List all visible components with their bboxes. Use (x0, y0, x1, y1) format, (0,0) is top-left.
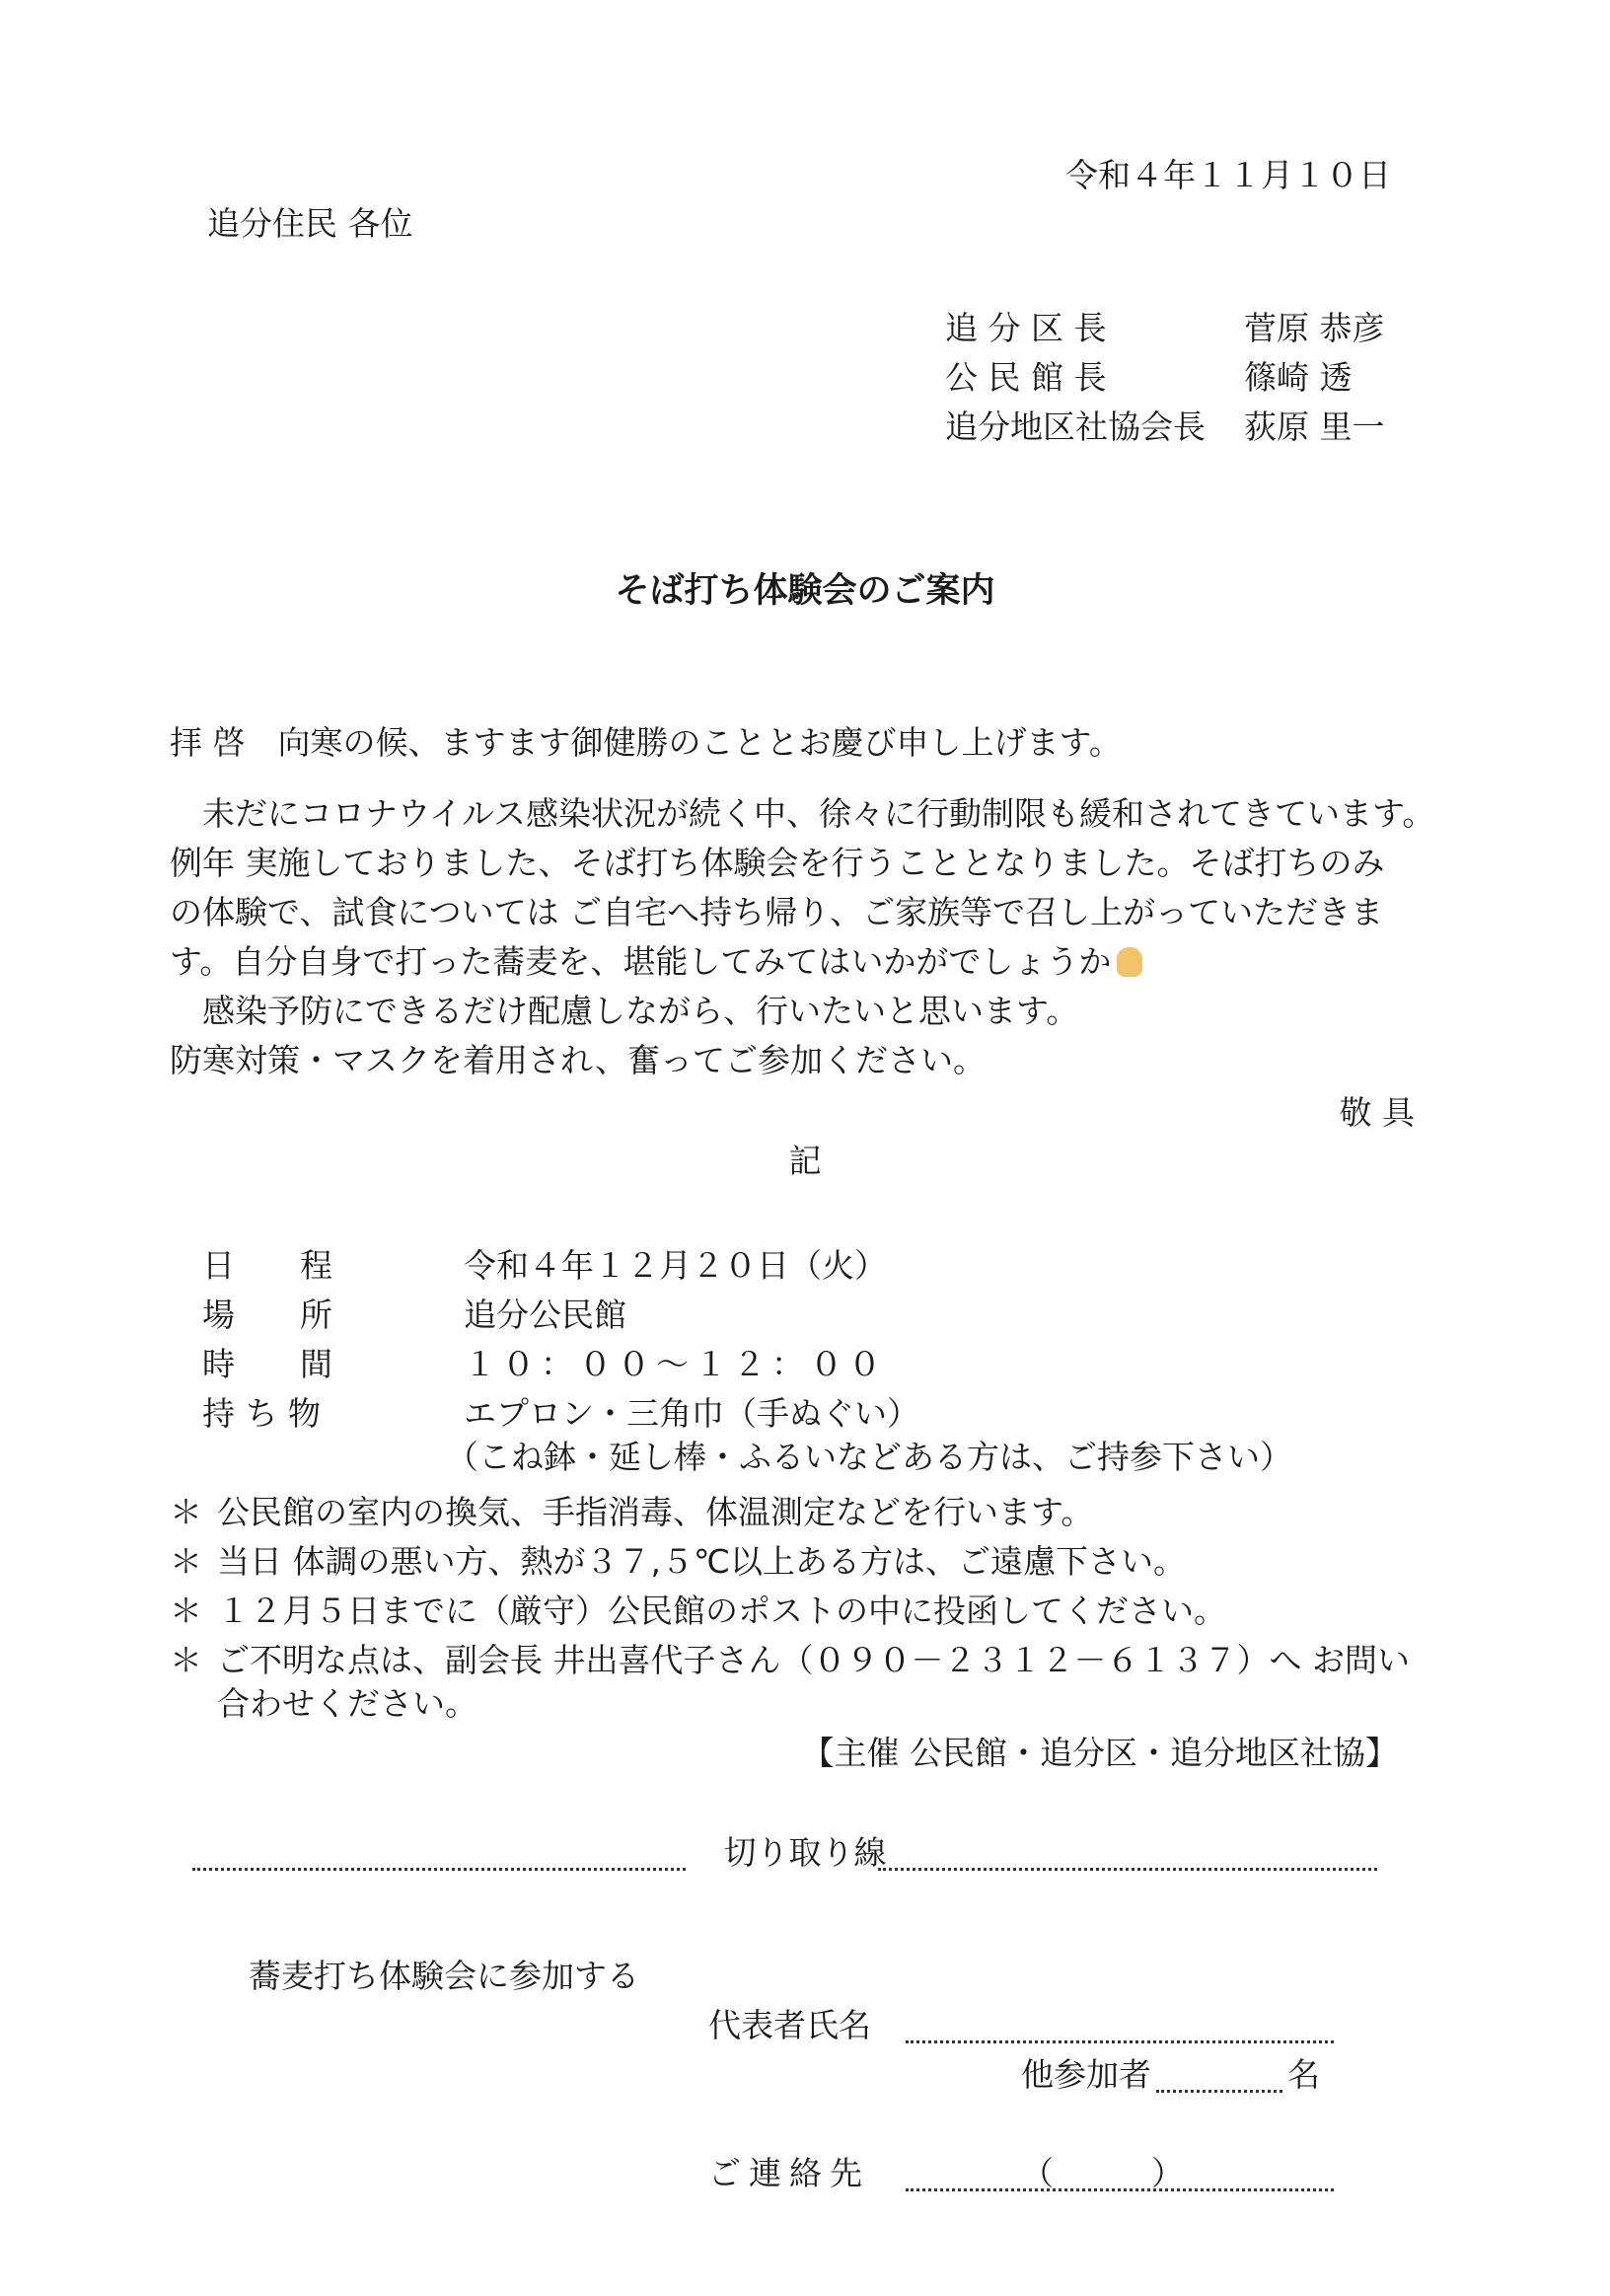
detail-label: 持 ち 物 (202, 1394, 321, 1433)
body-line: 防寒対策・マスクを着用され、奮ってご参加ください。 (170, 1041, 986, 1079)
detail-label: 日 程 (202, 1246, 332, 1285)
document-title: そば打ち体験会のご案内 (615, 571, 995, 611)
cut-line-label: 切り取り線 (723, 1833, 887, 1872)
detail-value: エプロン・三角巾（手ぬぐい） (464, 1394, 919, 1433)
asterisk-mark: ＊ (170, 1592, 202, 1630)
detail-value: 追分公民館 (464, 1296, 626, 1334)
sender-row (945, 402, 1385, 448)
detail-value: 令和４年１２月２０日（火） (464, 1246, 887, 1285)
body-line: の体験で、試食については ご自宅へ持ち帰り、ご家族等で召し上がっていただきま (170, 893, 1384, 931)
items-note: （こね鉢・延し棒・ふるいなどある方は、ご持参下さい） (446, 1438, 1292, 1476)
other-participants-count-field[interactable] (1156, 2090, 1282, 2093)
detail-row-place (202, 1290, 626, 1336)
note-item (170, 1536, 1186, 1583)
detail-row-time (202, 1339, 887, 1385)
body-text (170, 789, 1442, 1085)
representative-name-field[interactable] (906, 2040, 1334, 2043)
asterisk-mark: ＊ (170, 1641, 202, 1679)
ki-heading: 記 (788, 1142, 822, 1180)
sender-name: 篠崎 透 (1244, 358, 1353, 397)
form-heading: 蕎麦打ち体験会に参加する (249, 1957, 639, 1995)
detail-value: １０：００～１２：００ (464, 1345, 887, 1383)
sender-role: 追 分 区 長 (945, 309, 1107, 347)
detail-label: 場 所 (202, 1296, 332, 1334)
asterisk-mark: ＊ (170, 1542, 202, 1581)
sender-name: 菅原 恭彦 (1244, 309, 1385, 347)
body-line-with-emoji (170, 937, 1442, 987)
thumbs-up-icon (1117, 947, 1142, 977)
addressee: 追分住民 各位 (207, 204, 413, 243)
greeting: 拝 啓 向寒の候、ますます御健勝のこととお慶び申し上げます。 (170, 723, 1122, 762)
body-line: 例年 実施しておりました、そば打ち体験会を行うこととなりました。そば打ちのみ (170, 844, 1385, 882)
note-text: ご不明な点は、副会長 井出喜代子さん（０９０－２３１２－６１３７）へ お問い (217, 1641, 1410, 1679)
sender-row (945, 352, 1353, 399)
letter-date: 令和４年１１月１０日 (1065, 156, 1391, 194)
body-line: 未だにコロナウイルス感染状況が続く中、徐々に行動制限も緩和されてきています。 (202, 794, 1435, 833)
organizer: 【主催 公民館・追分区・追分地区社協】 (801, 1734, 1398, 1772)
cut-line-right (878, 1868, 1377, 1871)
representative-label: 代表者氏名 (708, 2006, 871, 2044)
other-participants-unit: 名 (1287, 2055, 1320, 2094)
other-participants-label: 他参加者 (1021, 2055, 1151, 2094)
note-text: 公民館の室内の換気、手指消毒、体温測定などを行います。 (217, 1493, 1094, 1531)
contact-field[interactable] (906, 2188, 1334, 2191)
note-continuation: 合わせください。 (217, 1684, 477, 1723)
contact-label: ご連絡先 (708, 2154, 870, 2192)
sender-role: 公 民 館 長 (945, 358, 1107, 397)
sender-name: 荻原 里一 (1244, 407, 1385, 446)
detail-row-schedule (202, 1240, 887, 1287)
note-item (170, 1586, 1226, 1632)
note-item (170, 1635, 1410, 1681)
body-line: 感染予防にできるだけ配慮しながら、行いたいと思います。 (202, 992, 1079, 1030)
note-text: 当日 体調の悪い方、熱が３７,５℃以上ある方は、ご遠慮下さい。 (217, 1542, 1187, 1581)
note-item (170, 1487, 1093, 1533)
detail-row-items (202, 1388, 919, 1435)
contact-area-code-parens: （ ） (1021, 2154, 1184, 2192)
closing-word: 敬 具 (1339, 1093, 1415, 1132)
sender-role: 追分地区社協会長 (945, 407, 1206, 446)
body-line-text: す。自分自身で打った蕎麦を、堪能してみてはいかがでしょうか (170, 942, 1112, 981)
detail-label: 時 間 (202, 1345, 332, 1383)
asterisk-mark: ＊ (170, 1493, 202, 1531)
note-text: １２月５日までに（厳守）公民館のポストの中に投函してください。 (217, 1592, 1226, 1630)
sender-row (945, 303, 1385, 349)
